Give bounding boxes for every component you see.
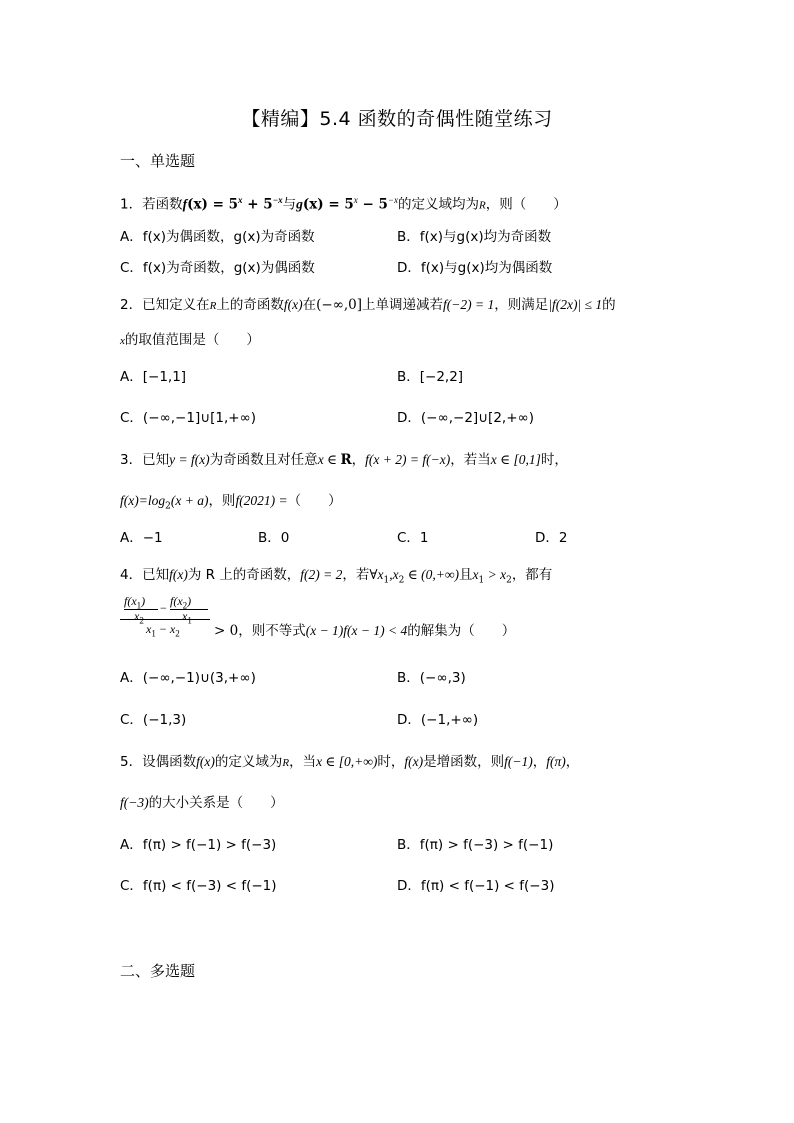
question-2-option-d: D．(−∞,−2]∪[2,+∞) (397, 410, 535, 426)
question-1-option-d: D．f(x)与g(x)均为偶函数 (397, 260, 553, 276)
question-3-option-c: C．1 (397, 530, 429, 546)
fraction-minus: − (160, 601, 167, 615)
fraction-denominator-1: $x_2$ (134, 609, 144, 626)
question-4-option-a: A．(−∞,−1)∪(3,+∞) (120, 670, 256, 686)
question-3-option-d: D．2 (535, 530, 568, 546)
question-5-option-a: A．f(π) > f(−1) > f(−3) (120, 837, 277, 853)
fraction-main-denominator: $x_1 - x_2$ (146, 622, 180, 639)
question-2-option-c: C．(−∞,−1]∪[1,+∞) (120, 410, 257, 426)
question-5-option-c: C．f(π) < f(−3) < f(−1) (120, 878, 277, 894)
question-2-stem-line-2: x的取值范围是（ ） (120, 332, 260, 348)
question-2-option-a: A．[−1,1] (120, 369, 187, 385)
question-1-option-b: B．f(x)与g(x)均为奇函数 (397, 229, 552, 245)
question-5-option-b: B．f(π) > f(−3) > f(−1) (397, 837, 554, 853)
fraction-numerator-1: $f(x_1)$ (124, 594, 146, 611)
question-4-fraction (120, 596, 214, 640)
question-4-stem-line-2: > 0，则不等式(x − 1)f(x − 1) < 4的解集为（ ） (214, 623, 516, 639)
question-5-stem-line-1: 5．设偶函数f(x)的定义域为R，当x ∈ [0,+∞)时，f(x)是增函数，则f(−1)，f(π)， (120, 754, 580, 770)
question-3-stem-line-2: $f(x)=\log_2(x + a)$，则f(2021) =（ ） (120, 493, 342, 512)
question-3-stem-line-1: 3．已知y = f(x)为奇函数且对任意x ∈ R，f(x + 2) = f(−x)，若当x ∈ [0,1]时， (120, 452, 568, 468)
question-3-option-a: A．−1 (120, 530, 163, 546)
question-4-option-d: D．(−1,+∞) (397, 712, 479, 728)
question-5-option-d: D．f(π) < f(−1) < f(−3) (397, 878, 555, 894)
question-1-option-c: C．f(x)为奇函数，g(x)为偶函数 (120, 260, 315, 276)
section-heading-single-choice: 一、单选题 (120, 152, 196, 170)
section-heading-multiple-choice: 二、多选题 (120, 962, 196, 980)
fraction-numerator-2: $f(x_2)$ (170, 594, 192, 611)
question-2-stem-line-1: 2．已知定义在R上的奇函数f(x)在(−∞,0]上单调递减若f(−2) = 1，则满足|f(2x)| ≤ 1的 (120, 297, 616, 313)
question-2-option-b: B．[−2,2] (397, 369, 464, 385)
question-1-stem: 1．若函数$f(x) = 5^x + 5^{-x}$与$g(x) = 5^x - 5^{-x}$的定义域均为R，则（ ） (120, 195, 567, 213)
fraction-denominator-2: $x_1$ (182, 609, 192, 626)
question-1-option-a: A．f(x)为偶函数，g(x)为奇函数 (120, 229, 315, 245)
question-3-option-b: B．0 (258, 530, 290, 546)
question-4-option-b: B．(−∞,3) (397, 670, 466, 686)
question-5-stem-line-2: f(−3)的大小关系是（ ） (120, 795, 284, 811)
page-title: 【精编】5.4 函数的奇偶性随堂练习 (241, 108, 553, 130)
question-4-option-c: C．(−1,3) (120, 712, 187, 728)
question-4-stem-line-1: 4．已知f(x)为 R 上的奇函数，f(2) = 2，若$\forall x_1,x_2$ ∈ (0,+∞)且$x_1 > x_2$，都有 (120, 567, 553, 586)
